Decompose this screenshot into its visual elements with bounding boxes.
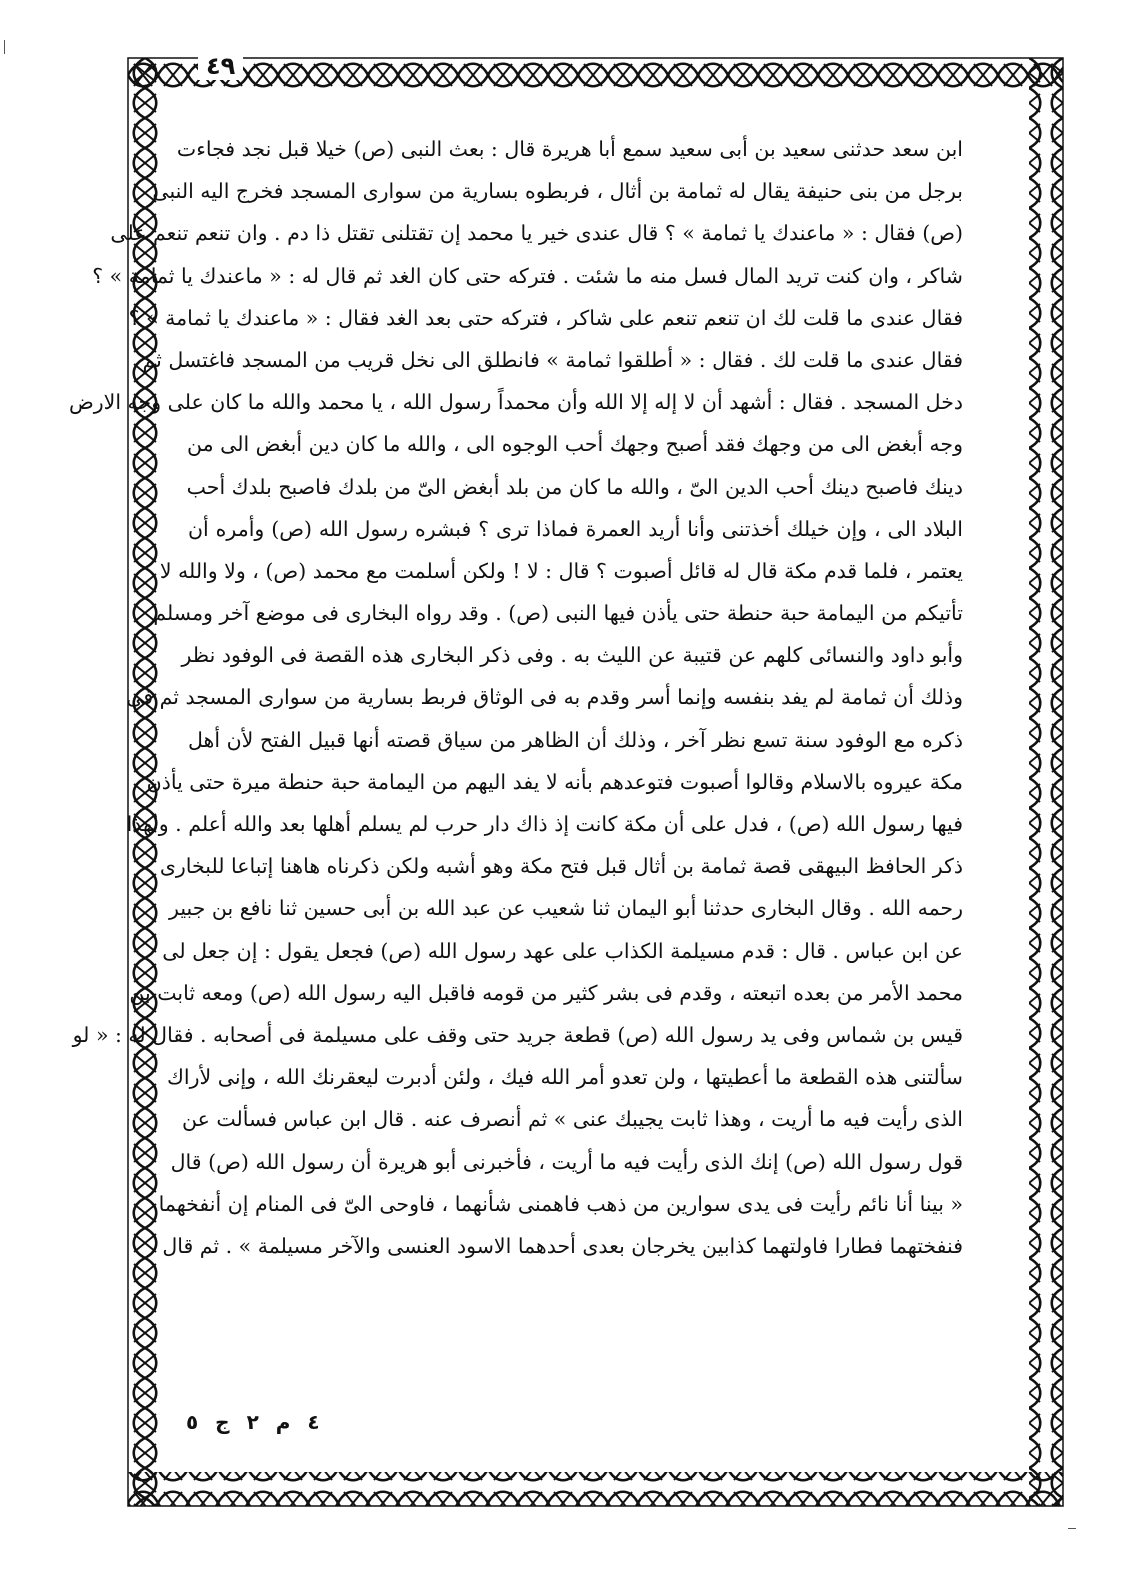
text-line: عن ابن عباس . قال : قدم مسيلمة الكذاب على عهد رسول الله (ص) فجعل يقول : إن جعل لى — [162, 938, 963, 963]
signature-mark: ٤ م ٢ ج ٥ — [186, 1410, 320, 1434]
text-line: الذى رأيت فيه ما أريت ، وهذا ثابت يجيبك عنى » ثم أنصرف عنه . قال ابن عباس فسألت عن — [181, 1107, 963, 1132]
text-line: فقال عندى ما قلت لك ان تنعم تنعم على شاكر ، فتركه حتى بعد الغد فقال : « ماعندك يا ثمامة » ؟ — [128, 305, 963, 330]
text-line: وذلك أن ثمامة لم يفد بنفسه وإنما أسر وقدم به فى الوثاق فربط بسارية من سوارى المسجد ثم فى — [126, 685, 963, 710]
text-line: مكة عيروه بالاسلام وقالوا أصبوت فتوعدهم بأنه لا يفد اليهم من اليمامة حبة حنطة ميرة حتى يأذن — [146, 769, 963, 794]
text-line: دينك فاصبح دينك أحب الدين الىّ ، والله ما كان من بلد أبغض الىّ من بلدك فاصبح بلدك أحب — [186, 474, 963, 499]
text-line: فقال عندى ما قلت لك . فقال : « أطلقوا ثمامة » فانطلق الى نخل قريب من المسجد فاغتسل ثم — [142, 347, 963, 372]
text-line: وجه أبغض الى من وجهك فقد أصبح وجهك أحب الوجوه الى ، والله ما كان دين أبغض الى من — [187, 432, 963, 457]
text-line: برجل من بنى حنيفة يقال له ثمامة بن أثال ، فربطوه بسارية من سوارى المسجد فخرج اليه النبى — [152, 179, 963, 204]
text-line: رحمه الله . وقال البخارى حدثنا أبو اليمان ثنا شعيب عن عبد الله بن أبى حسين ثنا نافع بن جبير — [169, 896, 963, 921]
text-line: شاكر ، وان كنت تريد المال فسل منه ما شئت . فتركه حتى كان الغد ثم قال له : « ماعندك يا ثمامة » ؟ — [92, 263, 963, 288]
text-line: تأتيكم من اليمامة حبة حنطة حتى يأذن فيها النبى (ص) . وقد رواه البخارى فى موضع آخر ومسلم — [153, 601, 963, 626]
scan-artifact — [1068, 1528, 1076, 1529]
text-line: يعتمر ، فلما قدم مكة قال له قائل أصبوت ؟ قال : لا ! ولكن أسلمت مع محمد (ص) ، ولا والله لا — [159, 558, 963, 583]
body-text — [68, 128, 963, 1267]
page-number: ٤٩ — [198, 52, 243, 80]
text-line: فنفختهما فطارا فاولتهما كذابين يخرجان بعدى أحدهما الاسود العنسى والآخر مسيلمة » . ثم قال — [162, 1233, 963, 1258]
text-line: وأبو داود والنسائى كلهم عن قتيبة عن الليث به . وفى ذكر البخارى هذه القصة فى الوفود نظر — [181, 643, 963, 668]
text-line: سألتنى هذه القطعة ما أعطيتها ، ولن تعدو أمر الله فيك ، ولئن أدبرت ليعقرنك الله ، وإنى لأراك — [167, 1065, 963, 1090]
text-line: ابن سعد حدثنى سعيد بن أبى سعيد سمع أبا هريرة قال : بعث النبى (ص) خيلا قبل نجد فجاءت — [176, 137, 963, 161]
text-line: قول رسول الله (ص) إنك الذى رأيت فيه ما أريت ، فأخبرنى أبو هريرة أن رسول الله (ص) قال — [170, 1149, 963, 1174]
text-line: محمد الأمر من بعده اتبعته ، وقدم فى بشر كثير من قومه فاقبل اليه رسول الله (ص) ومعه ثابت بن — [129, 980, 963, 1005]
text-line: ذكر الحافظ البيهقى قصة ثمامة بن أثال قبل فتح مكة وهو أشبه ولكن ذكرناه هاهنا إتباعا للبخارى — [159, 854, 963, 879]
text-line: فيها رسول الله (ص) ، فدل على أن مكة كانت إذ ذاك دار حرب لم يسلم أهلها بعد والله أعلم . ولهذا — [126, 812, 963, 836]
text-line: دخل المسجد . فقال : أشهد أن لا إله إلا الله وأن محمداً رسول الله ، يا محمد والله ما كان على وجه الارض — [68, 390, 963, 415]
scan-artifact — [4, 40, 5, 54]
text-line: قيس بن شماس وفى يد رسول الله (ص) قطعة جريد حتى وقف على مسيلمة فى أصحابه . فقال له : « لو — [72, 1022, 963, 1047]
text-line: البلاد الى ، وإن خيلك أخذتنى وأنا أريد العمرة فماذا ترى ؟ فبشره رسول الله (ص) وأمره أن — [188, 516, 963, 541]
text-line: ذكره مع الوفود سنة تسع نظر آخر ، وذلك أن الظاهر من سياق قصته أنها قبيل الفتح لأن أهل — [188, 727, 963, 752]
text-line: « بينا أنا نائم رأيت فى يدى سوارين من ذهب فاهمنى شأنهما ، فاوحى الىّ فى المنام إن أنفخهما — [158, 1191, 963, 1216]
text-line: (ص) فقال : « ماعندك يا ثمامة » ؟ قال عندى خير يا محمد إن تقتلنى تقتل ذا دم . وان تنعم تنعم على — [110, 221, 963, 246]
